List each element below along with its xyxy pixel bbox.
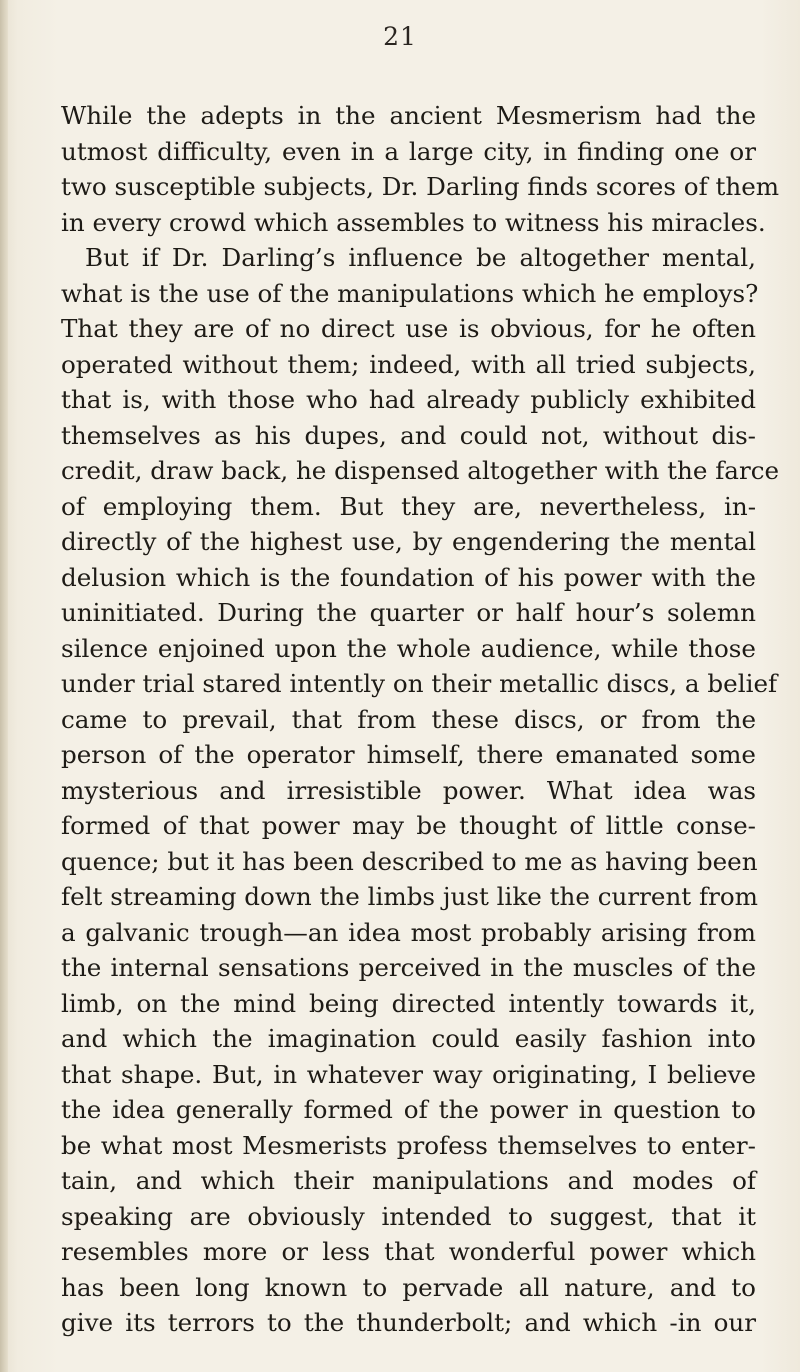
text-line: felt streaming down the limbs just like the current from	[61, 882, 758, 911]
text-line: be what most Mesmerists profess themselves to enter-	[61, 1130, 756, 1160]
text-line: delusion which is the foundation of his power with the	[61, 562, 756, 592]
text-line: of employing them. But they are, nevertheless, in-	[61, 491, 756, 521]
text-line: has been long known to pervade all nature, and to	[61, 1272, 756, 1302]
text-line: That they are of no direct use is obvious, for he often	[61, 314, 756, 343]
text-line: formed of that power may be thought of little conse-	[61, 811, 756, 840]
text-line: speaking are obviously intended to suggest, that it	[61, 1201, 756, 1231]
text-line: came to prevail, that from these discs, or from the	[61, 704, 756, 734]
text-line: quence; but it has been described to me as having been	[61, 846, 758, 876]
text-line: that is, with those who had already publicly exhibited	[61, 385, 756, 414]
text-line: that shape. But, in whatever way originating, I believe	[61, 1059, 756, 1089]
body-text	[61, 98, 780, 1341]
text-line: resembles more or less that wonderful power which	[61, 1237, 756, 1266]
text-line: the idea generally formed of the power in question to	[61, 1095, 756, 1124]
text-line: give its terrors to the thunderbolt; and which ‑in our	[61, 1308, 756, 1337]
text-line: themselves as his dupes, and could not, without dis-	[61, 420, 756, 450]
text-line: the internal sensations perceived in the muscles of the	[61, 953, 756, 982]
text-line: limb, on the mind being directed intently towards it,	[61, 988, 756, 1018]
text-line: directly of the highest use, by engendering the mental	[61, 527, 756, 556]
text-line: But if Dr. Darling’s influence be altogether mental,	[85, 243, 756, 272]
text-line: operated without them; indeed, with all tried subjects,	[61, 349, 756, 379]
text-line: While the adepts in the ancient Mesmerism had the	[61, 101, 756, 130]
text-line: person of the operator himself, there emanated some	[61, 740, 756, 769]
text-line: credit, draw back, he dispensed altogether with the farce	[61, 456, 780, 485]
page-spine-edge	[0, 0, 8, 1372]
text-line: tain, and which their manipulations and modes of	[61, 1166, 756, 1195]
text-line: silence enjoined upon the whole audience, while those	[61, 633, 756, 663]
text-line: mysterious and irresistible power. What idea was	[61, 775, 756, 805]
text-line: uninitiated. During the quarter or half hour’s solemn	[61, 598, 756, 627]
text-line: utmost difficulty, even in a large city, in finding one or	[61, 136, 756, 166]
text-line: a galvanic trough—an idea most probably arising from	[61, 917, 756, 947]
page-number: 21	[383, 22, 417, 51]
text-line: and which the imagination could easily fashion into	[61, 1024, 756, 1053]
text-line: what is the use of the manipulations which he employs?	[61, 278, 759, 308]
text-line: two susceptible subjects, Dr. Darling finds scores of them	[61, 172, 780, 201]
text-line: under trial stared intently on their metallic discs, a belief	[61, 669, 778, 698]
text-line: in every crowd which assembles to witness his miracles.	[61, 207, 766, 237]
